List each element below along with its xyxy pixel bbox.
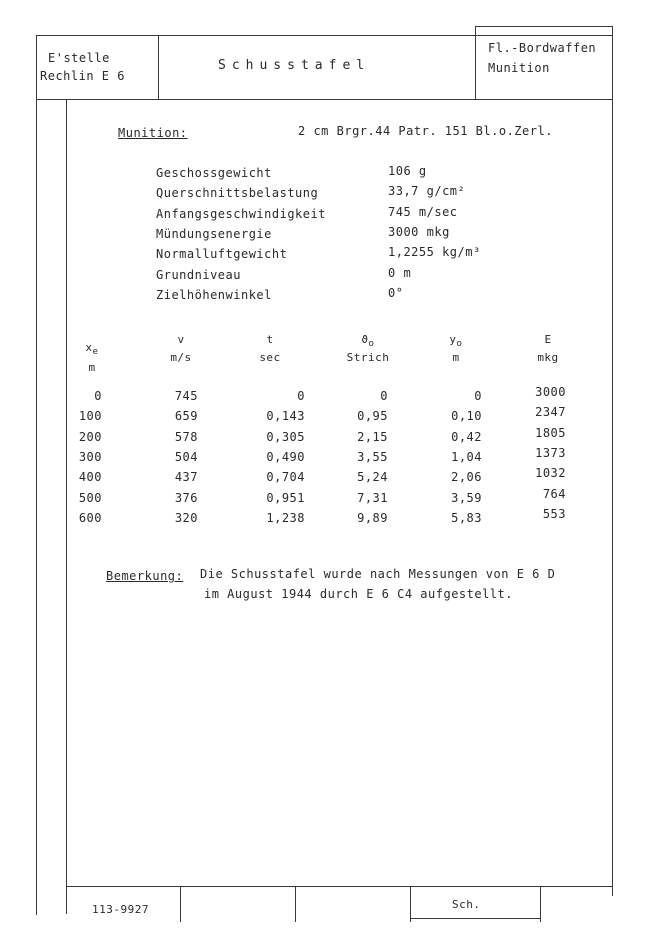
column-header-subscript: e	[92, 346, 99, 358]
header-left-line2: Rechlin E 6	[40, 69, 125, 83]
table-cell: 100	[78, 409, 102, 423]
column-header-subscript: o	[368, 338, 375, 350]
column-header-symbol-text: y	[449, 333, 457, 346]
parameter-value: 745 m/sec	[388, 205, 458, 219]
munition-label: Munition:	[118, 126, 188, 140]
header-right-top	[475, 26, 613, 27]
header-right-line1: Fl.-Bordwaffen	[488, 41, 597, 55]
column-header-unit: m	[88, 361, 96, 374]
table-cell: 200	[78, 430, 102, 444]
table-cell: 0,305	[266, 430, 305, 444]
footer-divider-1	[180, 886, 181, 922]
table-cell: 376	[174, 491, 198, 505]
parameter-label: Geschossgewicht	[156, 166, 272, 180]
parameter-value: 1,2255 kg/m³	[388, 245, 481, 259]
table-cell: 1,04	[451, 450, 482, 464]
footer-bottom-line	[410, 918, 540, 919]
parameter-label: Zielhöhenwinkel	[156, 288, 272, 302]
column-header-symbol-text: x	[85, 341, 93, 354]
table-cell: 0,704	[266, 470, 305, 484]
column-header-unit: mkg	[537, 351, 559, 364]
column-header-symbol-text: E	[544, 333, 552, 346]
table-cell: 0,10	[451, 409, 482, 423]
table-cell: 2347	[535, 405, 566, 419]
column-header-symbol-text: ϑ	[361, 333, 369, 346]
column-header-symbol	[57, 340, 127, 359]
remark-line1: Die Schusstafel wurde nach Messungen von E 6 D	[200, 567, 556, 581]
table-cell: 2,15	[357, 430, 388, 444]
table-cell: 0	[94, 389, 102, 403]
frame-top	[36, 35, 612, 36]
footer-divider-3	[410, 886, 411, 922]
parameter-label: Normalluftgewicht	[156, 247, 288, 261]
column-header-symbol	[333, 332, 403, 351]
header-divider-right	[475, 26, 476, 99]
column-header-unit: m	[452, 351, 460, 364]
remark-label: Bemerkung:	[106, 569, 184, 583]
table-cell: 600	[78, 511, 102, 525]
table-cell: 2,06	[451, 470, 482, 484]
footer-divider-2	[295, 886, 296, 922]
header-bottom-line	[36, 99, 612, 100]
document-title: Schusstafel	[218, 58, 371, 73]
table-cell: 3,59	[451, 491, 482, 505]
table-cell: 320	[174, 511, 198, 525]
column-header-symbol	[421, 332, 491, 351]
column-header-subscript: o	[456, 338, 463, 350]
footer-line-short	[588, 886, 612, 887]
footer-sheet: Sch.	[452, 898, 481, 911]
table-cell: 0,95	[357, 409, 388, 423]
table-cell: 500	[78, 491, 102, 505]
table-cell: 0	[474, 389, 482, 403]
table-cell: 745	[174, 389, 198, 403]
header-divider-left	[158, 35, 159, 99]
table-cell: 0,490	[266, 450, 305, 464]
table-cell: 300	[78, 450, 102, 464]
table-cell: 5,83	[451, 511, 482, 525]
table-cell: 1032	[535, 466, 566, 480]
table-cell: 437	[174, 470, 198, 484]
column-header-unit: Strich	[346, 351, 390, 364]
inner-left-margin	[66, 99, 67, 914]
table-cell: 764	[542, 487, 566, 501]
table-cell: 1805	[535, 426, 566, 440]
table-cell: 0,42	[451, 430, 482, 444]
parameter-value: 0°	[388, 286, 404, 300]
table-cell: 9,89	[357, 511, 388, 525]
header-left-line1: E'stelle	[48, 51, 110, 65]
table-cell: 0	[297, 389, 305, 403]
parameter-label: Anfangsgeschwindigkeit	[156, 207, 326, 221]
parameter-label: Querschnittsbelastung	[156, 186, 319, 200]
header-right-line2: Munition	[488, 61, 550, 75]
table-cell: 578	[174, 430, 198, 444]
table-cell: 504	[174, 450, 198, 464]
table-cell: 3,55	[357, 450, 388, 464]
column-header-unit: sec	[259, 351, 281, 364]
table-cell: 553	[542, 507, 566, 521]
parameter-value: 106 g	[388, 164, 427, 178]
table-cell: 0,951	[266, 491, 305, 505]
column-header-symbol	[513, 332, 583, 347]
table-cell: 1,238	[266, 511, 305, 525]
table-cell: 400	[78, 470, 102, 484]
table-cell: 1373	[535, 446, 566, 460]
column-header-symbol-text: v	[177, 333, 185, 346]
column-header-symbol	[146, 332, 216, 347]
footer-top-line	[66, 886, 588, 887]
footer-code: 113-9927	[92, 903, 149, 916]
table-cell: 659	[174, 409, 198, 423]
remark-line2: im August 1944 durch E 6 C4 aufgestellt.	[204, 587, 513, 601]
table-cell: 0	[380, 389, 388, 403]
footer-divider-4	[540, 886, 541, 922]
table-cell: 5,24	[357, 470, 388, 484]
frame-right	[612, 26, 613, 896]
column-header-symbol	[235, 332, 305, 347]
parameter-label: Grundniveau	[156, 268, 241, 282]
column-header-symbol-text: t	[266, 333, 274, 346]
munition-value: 2 cm Brgr.44 Patr. 151 Bl.o.Zerl.	[298, 124, 553, 138]
table-cell: 7,31	[357, 491, 388, 505]
table-cell: 0,143	[266, 409, 305, 423]
parameter-value: 33,7 g/cm²	[388, 184, 466, 198]
parameter-label: Mündungsenergie	[156, 227, 272, 241]
parameter-value: 3000 mkg	[388, 225, 450, 239]
table-cell: 3000	[535, 385, 566, 399]
column-header-unit: m/s	[170, 351, 192, 364]
parameter-value: 0 m	[388, 266, 412, 280]
